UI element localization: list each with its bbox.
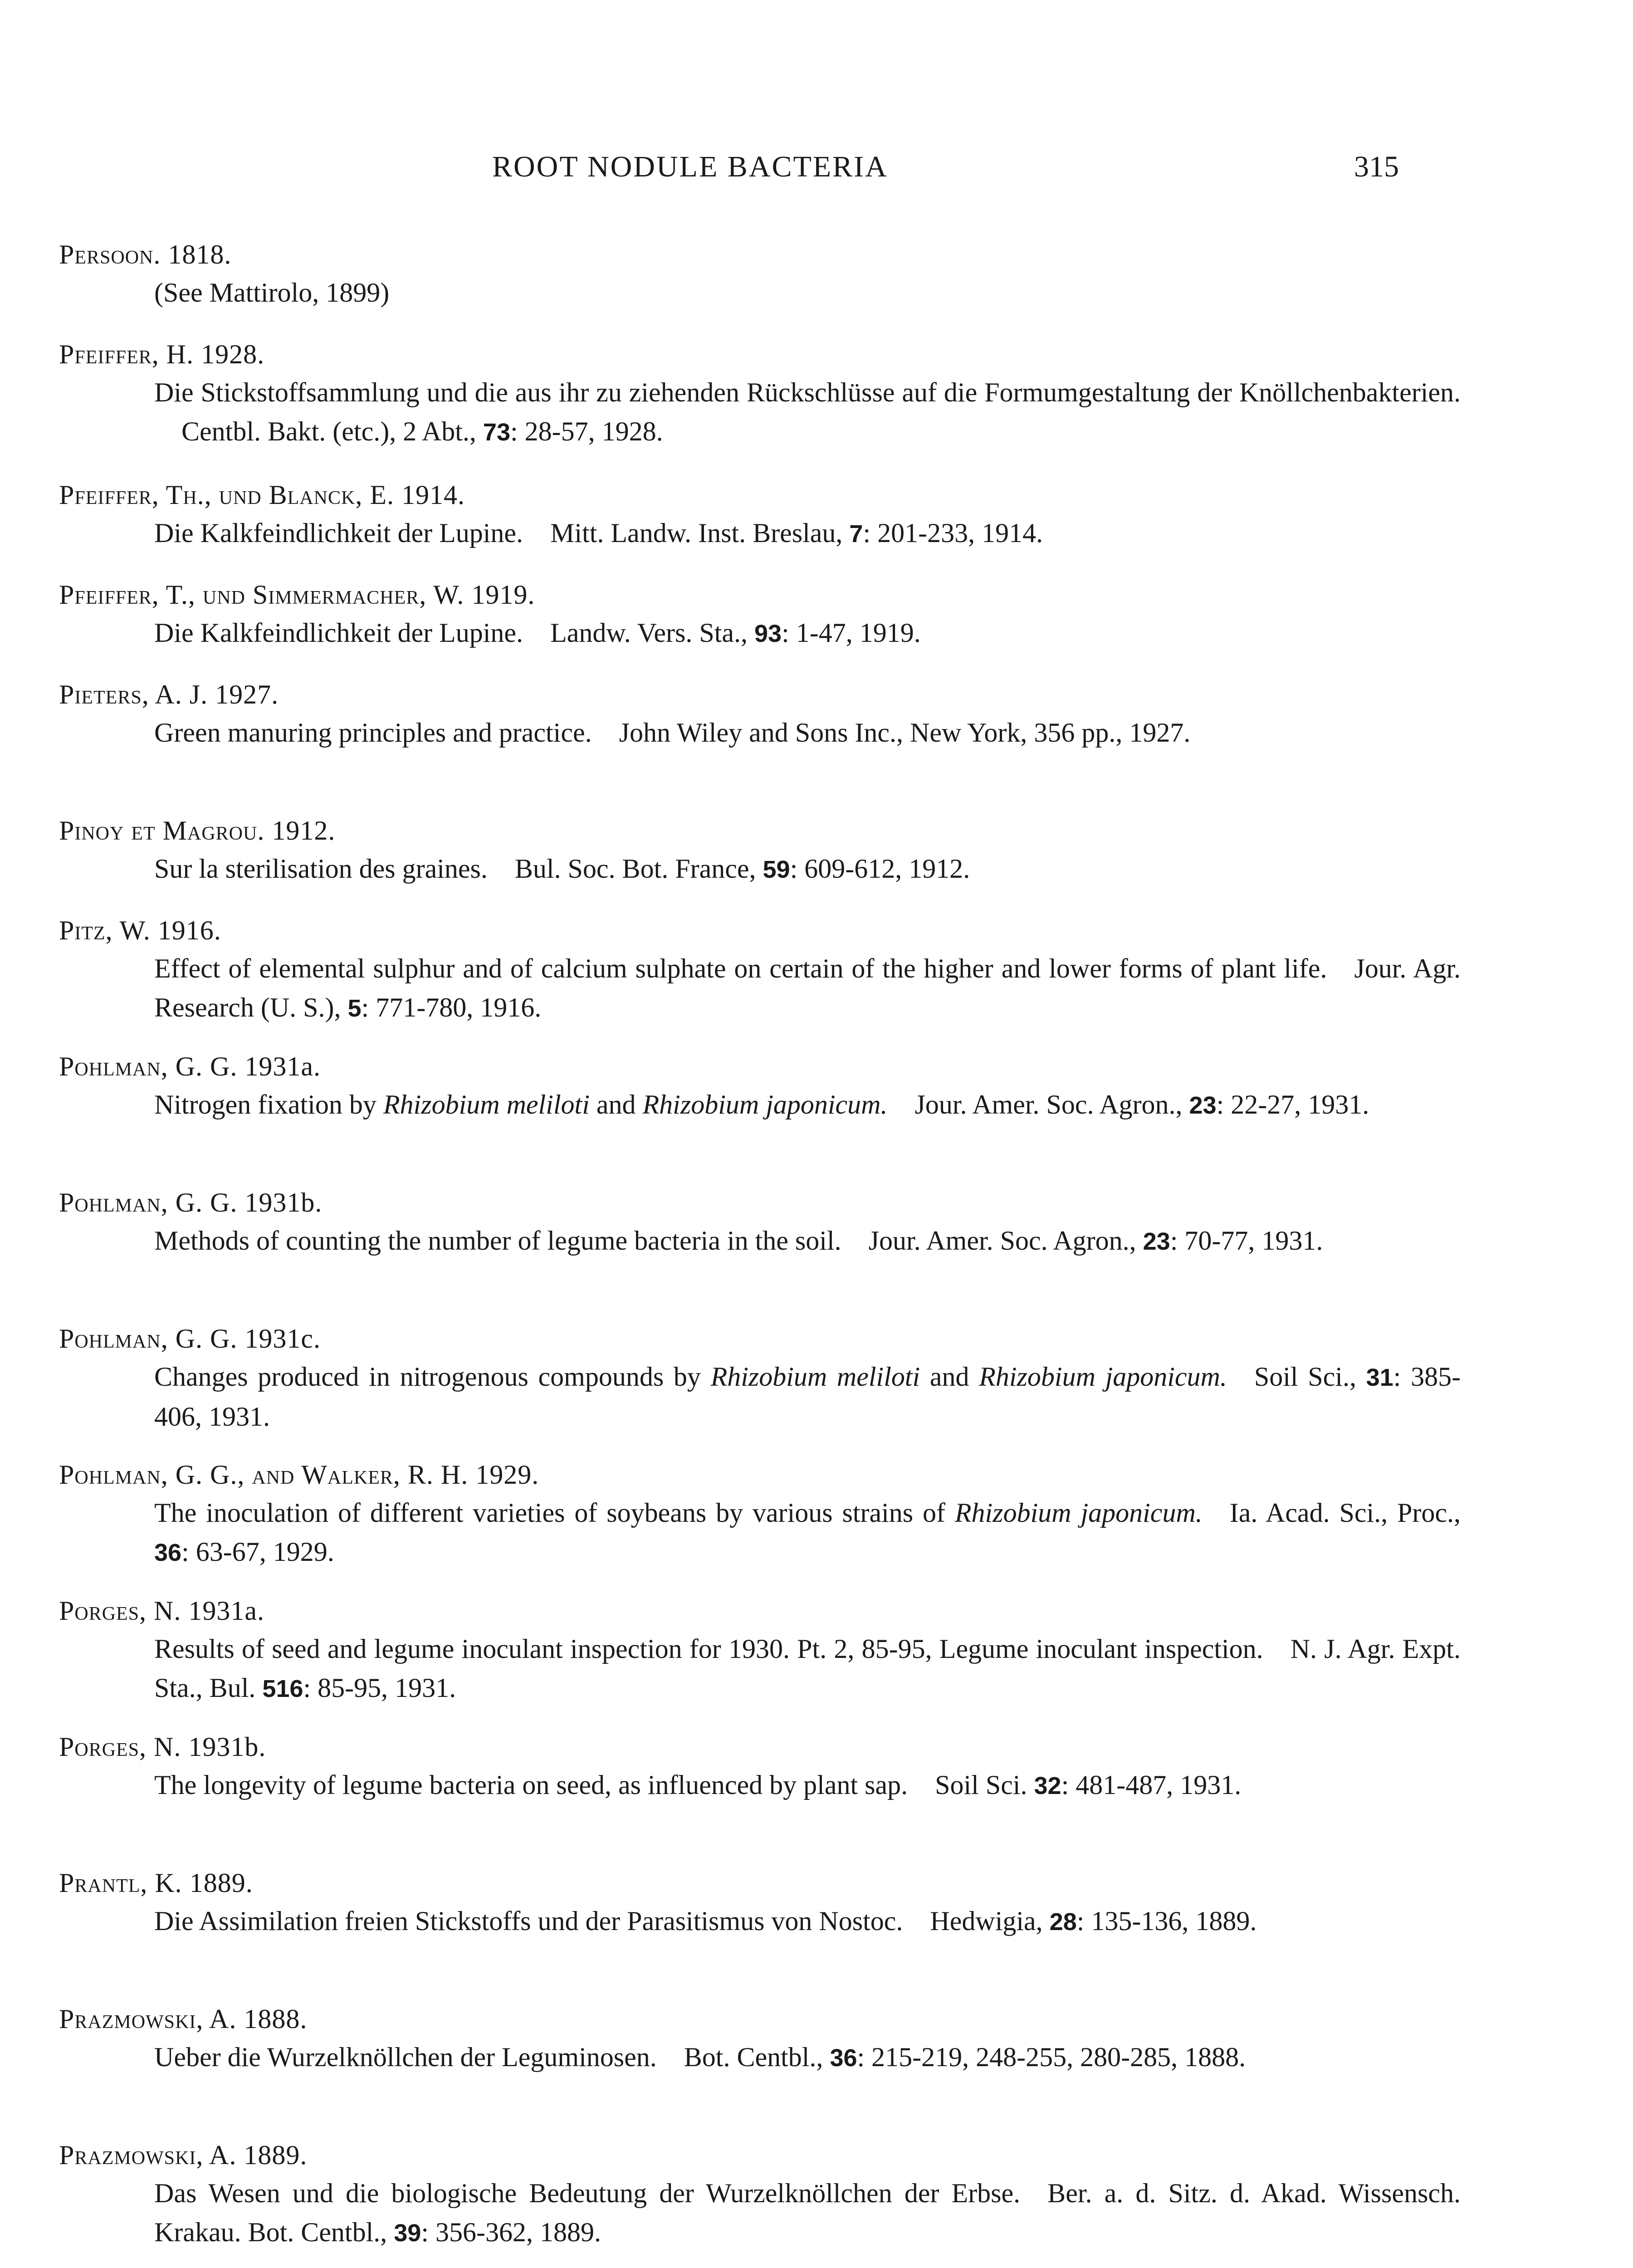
bibliography-entry: [59, 336, 1461, 452]
entry-author: Pfeiffer, Th., und Blanck, E.: [59, 480, 394, 510]
entry-volume: 39: [394, 2219, 421, 2247]
bibliography-entry: [59, 812, 1420, 889]
entry-author: Pohlman, G. G.: [59, 1324, 238, 1354]
entry-volume: 7: [849, 520, 863, 547]
entry-species: Rhizobium japonicum.: [642, 1090, 888, 1119]
entry-source: Bul. Soc. Bot. France,: [514, 854, 756, 884]
entry-species: Rhizobium meliloti: [383, 1090, 590, 1119]
entry-title: Nitrogen fixation by: [154, 1090, 376, 1119]
entry-note: (See Mattirolo, 1899): [154, 278, 390, 308]
entry-source: Ia. Acad. Sci., Proc.,: [1229, 1498, 1461, 1528]
entry-species: Rhizobium japonicum.: [954, 1498, 1203, 1528]
entry-author: Pinoy et Magrou.: [59, 816, 265, 846]
running-header: ROOT NODULE BACTERIA: [492, 150, 888, 183]
page-number: 315: [1354, 150, 1399, 183]
entry-source: Centbl. Bakt. (etc.), 2 Abt.,: [181, 416, 476, 446]
entry-year: 1889.: [244, 2140, 308, 2170]
entry-title: Changes produced in nitrogenous compounds by: [154, 1362, 701, 1392]
entry-year: 1912.: [272, 816, 336, 846]
entry-volume: 31: [1366, 1364, 1393, 1391]
bibliography-entry: [59, 1728, 1420, 1805]
entry-volume: 23: [1189, 1092, 1217, 1119]
bibliography-entry: [59, 476, 1420, 553]
entry-author: Persoon.: [59, 240, 161, 269]
entry-source: John Wiley and Sons Inc., New York, 356 pp., 1927.: [619, 718, 1191, 748]
entry-pages: : 70-77, 1931.: [1170, 1226, 1323, 1256]
bibliography-entry: [59, 1592, 1461, 1708]
entry-author: Pohlman, G. G.: [59, 1188, 238, 1217]
entry-year: 1818.: [168, 240, 232, 269]
entry-pages: : 215-219, 248-255, 280-285, 1888.: [857, 2042, 1246, 2072]
entry-species: Rhizobium japonicum.: [979, 1362, 1227, 1392]
entry-title: Ueber die Wurzelknöllchen der Leguminosen.: [154, 2042, 657, 2072]
entry-author: Prantl, K.: [59, 1868, 182, 1898]
entry-year: 1931b.: [188, 1732, 266, 1762]
entry-source: Jour. Agr. Research (U. S.),: [154, 953, 1461, 1022]
entry-pages: : 481-487, 1931.: [1061, 1770, 1242, 1800]
entry-author: Pfeiffer, T., und Simmermacher, W.: [59, 580, 464, 610]
entry-pages: : 85-95, 1931.: [303, 1673, 456, 1703]
entry-volume: 36: [830, 2044, 857, 2072]
entry-species: Rhizobium meliloti: [710, 1362, 920, 1392]
entry-volume: 73: [483, 419, 510, 446]
bibliography-entry: [59, 1184, 1420, 1261]
entry-title: Effect of elemental sulphur and of calcium sulphate on certain of the higher and lower forms of plant life.: [154, 953, 1327, 983]
entry-author: Pieters, A. J.: [59, 679, 208, 709]
bibliography-entry: [59, 2000, 1420, 2077]
entry-pages: : 135-136, 1889.: [1076, 1906, 1257, 1936]
entry-title: The longevity of legume bacteria on seed, as influenced by plant sap.: [154, 1770, 908, 1800]
entry-source: Ber. a. d. Sitz. d. Akad. Wissensch. Krakau. Bot. Centbl.,: [154, 2178, 1461, 2247]
entry-pages: : 1-47, 1919.: [782, 618, 921, 648]
entry-pages: : 356-362, 1889.: [421, 2217, 601, 2247]
entry-year: 1889.: [189, 1868, 253, 1898]
entry-year: 1931c.: [244, 1324, 321, 1354]
entry-volume: 36: [154, 1539, 182, 1566]
bibliography-entry: [59, 236, 1420, 312]
entry-title: Das Wesen und die biologische Bedeutung der Wurzelknöllchen der Erbse.: [154, 2178, 1021, 2208]
bibliography-entry: [59, 912, 1461, 1028]
entry-source: N. J. Agr. Expt. Sta., Bul.: [154, 1634, 1461, 1703]
entry-year: 1888.: [244, 2004, 308, 2034]
entry-pages: : 385-406, 1931.: [154, 1362, 1461, 1432]
entry-title: Die Kalkfeindlichkeit der Lupine.: [154, 518, 523, 548]
entry-title: Die Kalkfeindlichkeit der Lupine.: [154, 618, 523, 648]
entry-volume: 32: [1034, 1772, 1061, 1799]
entry-source: Soil Sci.: [935, 1770, 1027, 1800]
entry-pages: : 63-67, 1929.: [181, 1537, 334, 1567]
entry-year: 1927.: [215, 679, 279, 709]
entry-title: Results of seed and legume inoculant inspection for 1930. Pt. 2, 85-95, Legume inoculant inspection.: [154, 1634, 1263, 1664]
entry-source: Soil Sci.,: [1254, 1362, 1356, 1392]
entry-volume: 5: [347, 995, 362, 1022]
entry-title: Methods of counting the number of legume bacteria in the soil.: [154, 1226, 841, 1256]
entry-volume: 59: [763, 856, 790, 883]
entry-year: 1928.: [201, 339, 265, 369]
entry-year: 1914.: [401, 480, 465, 510]
entry-volume: 93: [754, 620, 782, 647]
entry-pages: : 609-612, 1912.: [790, 854, 970, 884]
entry-volume: 23: [1143, 1228, 1170, 1255]
bibliography-entry: [59, 1456, 1461, 1572]
entry-pages: : 771-780, 1916.: [361, 992, 542, 1022]
entry-year: 1931b.: [244, 1188, 323, 1217]
entry-title: Sur la sterilisation des graines.: [154, 854, 488, 884]
entry-source: Bot. Centbl.,: [684, 2042, 823, 2072]
bibliography-entry: [59, 576, 1420, 653]
entry-pages: : 22-27, 1931.: [1216, 1090, 1369, 1119]
entry-title: and: [929, 1362, 969, 1392]
entry-year: 1919.: [471, 580, 535, 610]
entry-title: The inoculation of different varieties of soybeans by various strains of: [154, 1498, 946, 1528]
entry-author: Prazmowski, A.: [59, 2004, 237, 2034]
bibliography-entry: [59, 676, 1420, 752]
entry-pages: : 28-57, 1928.: [510, 416, 663, 446]
entry-source: Landw. Vers. Sta.,: [550, 618, 748, 648]
bibliography-entry: [59, 1320, 1461, 1436]
entry-volume: 28: [1049, 1908, 1077, 1936]
entry-source: Mitt. Landw. Inst. Breslau,: [550, 518, 843, 548]
entry-author: Porges, N.: [59, 1596, 181, 1626]
entry-title: and: [596, 1090, 636, 1119]
entry-volume: 516: [262, 1675, 303, 1702]
entry-source: Jour. Amer. Soc. Agron.,: [914, 1090, 1183, 1119]
entry-author: Porges, N.: [59, 1732, 181, 1762]
entry-year: 1931a.: [188, 1596, 265, 1626]
entry-author: Pohlman, G. G.: [59, 1051, 238, 1081]
entry-title: Die Assimilation freien Stickstoffs und der Parasitismus von Nostoc.: [154, 1906, 903, 1936]
entry-author: Pohlman, G. G., and Walker, R. H.: [59, 1460, 469, 1490]
entry-author: Prazmowski, A.: [59, 2140, 237, 2170]
entry-author: Pitz, W.: [59, 915, 151, 945]
entry-author: Pfeiffer, H.: [59, 339, 194, 369]
entry-year: 1931a.: [244, 1051, 321, 1081]
entry-title: Green manuring principles and practice.: [154, 718, 592, 748]
entry-pages: : 201-233, 1914.: [863, 518, 1043, 548]
bibliography-entry: [59, 2136, 1461, 2253]
entry-year: 1916.: [157, 915, 221, 945]
entry-source: Hedwigia,: [930, 1906, 1043, 1936]
bibliography-entry: [59, 1864, 1420, 1941]
entry-title: Die Stickstoffsammlung und die aus ihr zu ziehenden Rückschlüsse auf die Formumgestaltung der Knöllchenbakterien.: [154, 377, 1461, 407]
entry-year: 1929.: [475, 1460, 539, 1490]
bibliography-entry: [59, 1048, 1420, 1125]
entry-source: Jour. Amer. Soc. Agron.,: [868, 1226, 1136, 1256]
